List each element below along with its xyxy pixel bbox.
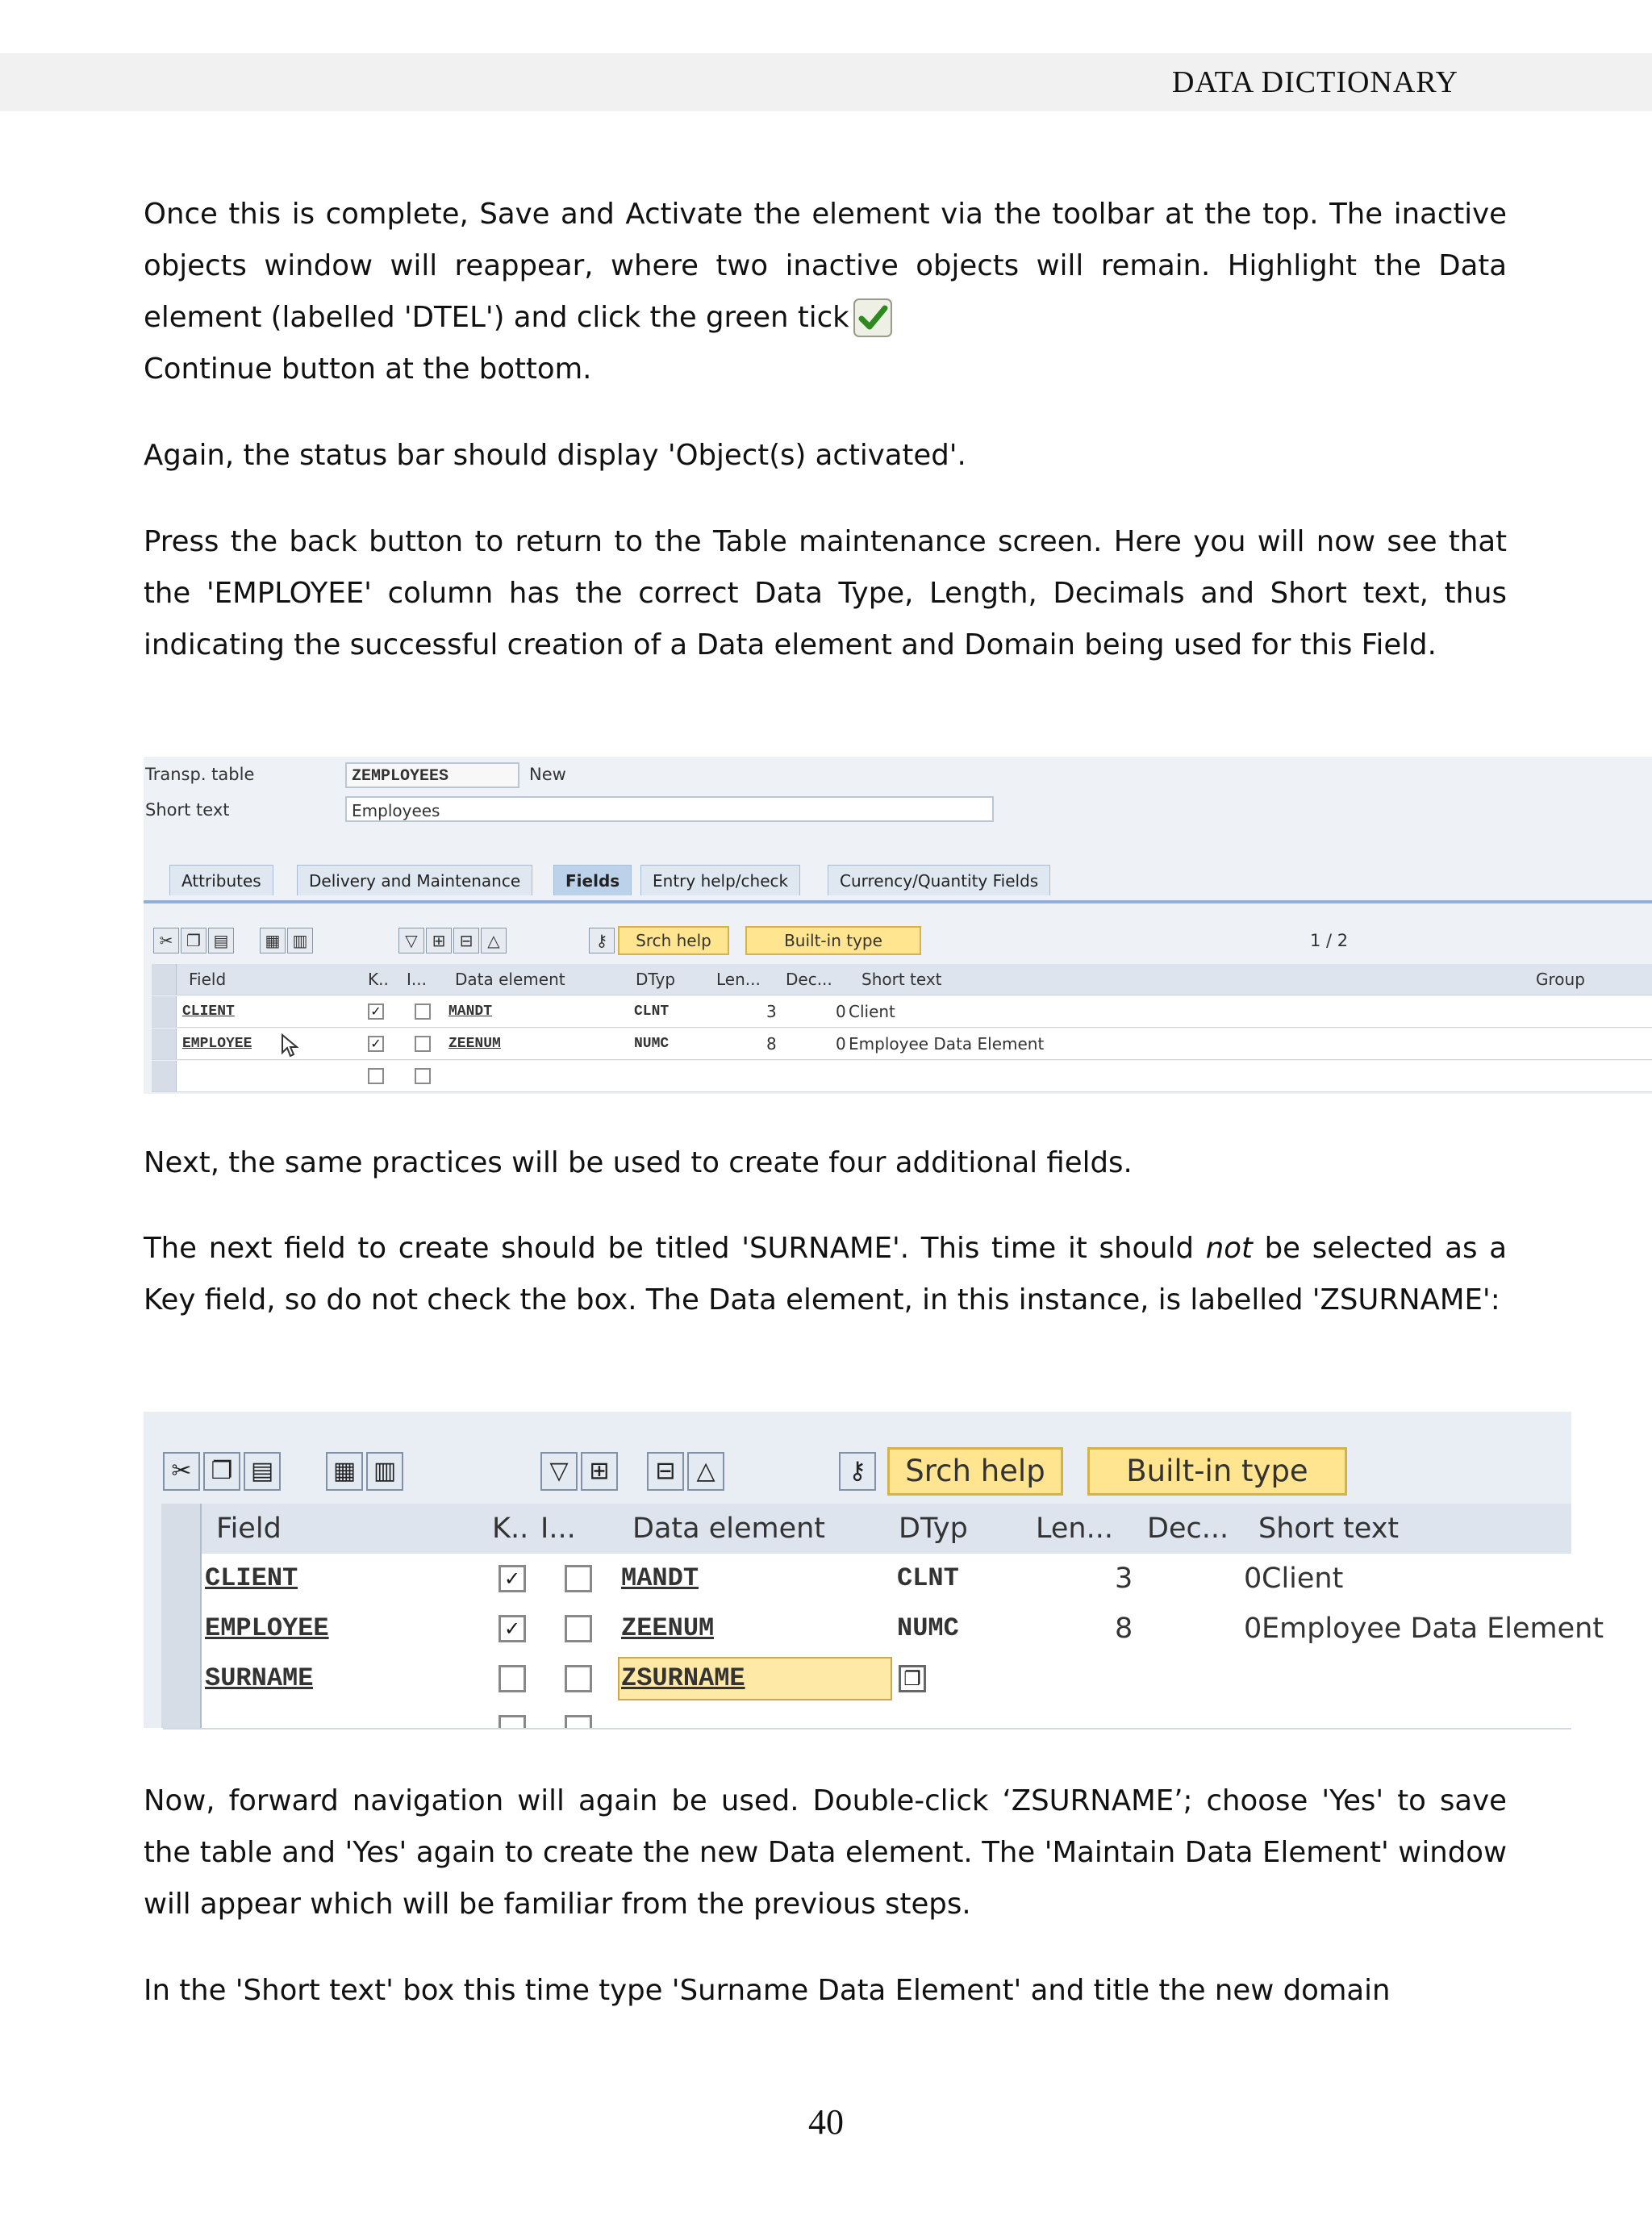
key-checkbox[interactable] (368, 1068, 384, 1084)
dec-cell: 0 (836, 1002, 846, 1021)
collapse-icon[interactable]: ⊟ (453, 928, 479, 953)
sort-up-icon[interactable]: △ (481, 928, 507, 953)
row-selector[interactable] (152, 996, 177, 1027)
table-row-empty[interactable] (152, 1061, 1652, 1092)
paragraph-5-emphasis: not (1205, 1232, 1253, 1265)
col-dec: Dec... (786, 970, 832, 989)
tab-entry-help-check[interactable]: Entry help/check (640, 865, 800, 895)
sort-down-icon[interactable]: ▽ (540, 1452, 578, 1491)
grid-header-row (163, 1504, 1571, 1555)
table-row[interactable] (163, 1604, 1604, 1655)
search-help-icon[interactable]: ⚷ (589, 928, 615, 953)
short-text-cell: Employee Data Element (1262, 1613, 1604, 1645)
table-row-empty[interactable] (163, 1704, 1571, 1730)
data-element-cell[interactable]: ZEENUM (621, 1613, 715, 1643)
row-selector[interactable] (161, 1554, 202, 1604)
expand-icon[interactable]: ⊞ (426, 928, 452, 953)
initial-checkbox[interactable] (565, 1615, 592, 1642)
key-checkbox[interactable]: ✓ (368, 1036, 384, 1052)
col-initial: I... (407, 970, 427, 989)
paste-icon[interactable]: ▤ (244, 1452, 281, 1491)
transp-table-label: Transp. table (145, 765, 255, 784)
search-help-icon[interactable]: ⚷ (839, 1452, 876, 1491)
col-dtyp: DTyp (636, 970, 676, 989)
tab-delivery-maintenance[interactable]: Delivery and Maintenance (297, 865, 532, 895)
key-checkbox[interactable]: ✓ (499, 1565, 526, 1592)
dec-cell: 0 (1244, 1613, 1262, 1645)
row-selector[interactable] (161, 1504, 202, 1554)
sort-up-icon[interactable]: △ (687, 1452, 724, 1491)
initial-checkbox[interactable] (415, 1004, 431, 1020)
dec-cell: 0 (1244, 1563, 1262, 1595)
short-text-label: Short text (145, 800, 230, 820)
data-element-cell[interactable]: MANDT (448, 1004, 493, 1020)
copy-icon[interactable]: ❐ (181, 928, 206, 953)
row-selector[interactable] (161, 1654, 202, 1704)
dtyp-cell: NUMC (634, 1036, 670, 1052)
row-selector[interactable] (152, 1029, 177, 1059)
built-in-type-button[interactable]: Built-in type (745, 926, 921, 955)
paragraph-1 (144, 189, 1507, 395)
copy-icon[interactable]: ❐ (203, 1452, 240, 1491)
col-data-element: Data element (632, 1513, 826, 1545)
short-text-cell: Employee Data Element (849, 1034, 1045, 1054)
col-data-element: Data element (455, 970, 565, 989)
short-text-cell: Client (1262, 1563, 1344, 1595)
key-checkbox[interactable]: ✓ (499, 1615, 526, 1642)
paragraph-5 (144, 1223, 1507, 1326)
transp-table-input[interactable]: ZEMPLOYEES (345, 762, 519, 788)
green-tick-icon (853, 298, 893, 338)
expand-icon[interactable]: ⊞ (581, 1452, 618, 1491)
paragraph-2: Again, the status bar should display 'Object(s) activated'. (144, 439, 966, 472)
initial-checkbox[interactable] (565, 1715, 592, 1728)
built-in-type-button[interactable]: Built-in type (1087, 1447, 1347, 1496)
grid-header-row (152, 964, 1652, 995)
initial-checkbox[interactable] (565, 1565, 592, 1592)
paragraph-1-tail: Continue button at the bottom. (144, 353, 592, 386)
key-checkbox[interactable] (499, 1665, 526, 1692)
field-cell[interactable]: CLIENT (205, 1563, 298, 1593)
field-cell[interactable]: EMPLOYEE (182, 1036, 252, 1052)
tab-fields[interactable]: Fields (553, 865, 632, 895)
running-header-title: DATA DICTIONARY (1171, 65, 1458, 99)
paste-icon[interactable]: ▤ (208, 928, 234, 953)
cut-icon[interactable]: ✂ (153, 928, 179, 953)
row-selector[interactable] (161, 1604, 202, 1654)
row-selector[interactable] (152, 964, 177, 995)
data-element-cell[interactable]: ZEENUM (448, 1036, 501, 1052)
value-help-icon[interactable]: ❐ (899, 1665, 926, 1692)
page-number: 40 (808, 2102, 844, 2142)
paragraph-5-a: The next field to create should be titled 'SURNAME'. This time it should (144, 1232, 1206, 1265)
initial-checkbox[interactable] (415, 1036, 431, 1052)
col-short-text: Short text (861, 970, 942, 989)
short-text-cell: Client (849, 1002, 895, 1021)
col-field: Field (216, 1513, 282, 1545)
table-row[interactable] (163, 1654, 1571, 1705)
dec-cell: 0 (836, 1034, 846, 1054)
sort-down-icon[interactable]: ▽ (398, 928, 424, 953)
paragraph-7: In the 'Short text' box this time type 'Surname Data Element' and title the new domain (144, 1974, 1391, 2007)
col-dtyp: DTyp (899, 1513, 968, 1545)
data-element-cell[interactable]: ZSURNAME (621, 1663, 745, 1693)
key-checkbox[interactable] (499, 1715, 526, 1728)
initial-checkbox[interactable] (565, 1665, 592, 1692)
key-checkbox[interactable]: ✓ (368, 1004, 384, 1020)
dtyp-cell: CLNT (634, 1004, 670, 1020)
insert-row-icon[interactable]: ▦ (260, 928, 286, 953)
table-row[interactable] (152, 996, 1652, 1028)
table-row[interactable] (152, 1029, 1652, 1060)
paragraph-4: Next, the same practices will be used to create four additional fields. (144, 1146, 1133, 1179)
col-dec: Dec... (1147, 1513, 1229, 1545)
fields-grid-small (152, 964, 1652, 1093)
tab-strip-underline (144, 900, 1652, 903)
len-cell: 3 (1115, 1563, 1133, 1595)
len-cell: 3 (766, 1002, 777, 1021)
paragraph-5-b: be selected as a Key field, so do not check the box. The Data element, in this instance, is labelled 'ZSURNAME': (144, 1232, 1507, 1316)
row-selector[interactable] (161, 1704, 202, 1728)
page-indicator: 1 / 2 (1310, 931, 1349, 950)
srch-help-button[interactable]: Srch help (887, 1447, 1063, 1496)
field-cell[interactable]: SURNAME (205, 1663, 314, 1693)
col-len: Len... (716, 970, 761, 989)
initial-checkbox[interactable] (415, 1068, 431, 1084)
srch-help-button[interactable]: Srch help (618, 926, 729, 955)
field-cell[interactable]: CLIENT (182, 1004, 235, 1020)
data-element-cell[interactable]: MANDT (621, 1563, 699, 1593)
len-cell: 8 (1115, 1613, 1133, 1645)
transp-table-status: New (529, 765, 566, 784)
delete-row-icon[interactable]: ▥ (366, 1452, 403, 1491)
col-field: Field (189, 970, 227, 989)
collapse-icon[interactable]: ⊟ (647, 1452, 684, 1491)
table-row[interactable] (163, 1554, 1571, 1605)
len-cell: 8 (766, 1034, 777, 1054)
col-group: Group (1536, 970, 1585, 989)
cut-icon[interactable]: ✂ (163, 1452, 200, 1491)
row-selector[interactable] (152, 1061, 177, 1091)
delete-row-icon[interactable]: ▥ (287, 928, 313, 953)
tab-currency-quantity-fields[interactable]: Currency/Quantity Fields (828, 865, 1050, 895)
col-key: K.. (368, 970, 389, 989)
dtyp-cell: CLNT (897, 1563, 959, 1593)
insert-row-icon[interactable]: ▦ (326, 1452, 363, 1491)
tab-attributes[interactable]: Attributes (169, 865, 273, 895)
col-key: K.. (492, 1513, 529, 1545)
col-short-text: Short text (1258, 1513, 1400, 1545)
col-initial: I... (540, 1513, 576, 1545)
col-len: Len... (1036, 1513, 1113, 1545)
mouse-cursor-icon (281, 1033, 298, 1061)
paragraph-1-text: Once this is complete, Save and Activate the element via the toolbar at the top. The inactive objects window will reappear, where two inactive objects will remain. Highlight the Data element (labelled 'DTEL') and click the green tick (144, 198, 1507, 334)
field-cell[interactable]: EMPLOYEE (205, 1613, 329, 1643)
paragraph-6: Now, forward navigation will again be used. Double-click ‘ZSURNAME’; choose 'Yes' to save the table and 'Yes' again to create the new Data element. The 'Maintain Data Element' window will appear which will be familiar from the previous steps. (144, 1784, 1507, 1921)
paragraph-3: Press the back button to return to the Table maintenance screen. Here you will now see that the 'EMPLOYEE' column has the correct Data Type, Length, Decimals and Short text, thus indicating the successful creation of a Data element and Domain being used for this Field. (144, 525, 1507, 661)
short-text-input[interactable]: Employees (345, 796, 994, 822)
dtyp-cell: NUMC (897, 1613, 959, 1643)
